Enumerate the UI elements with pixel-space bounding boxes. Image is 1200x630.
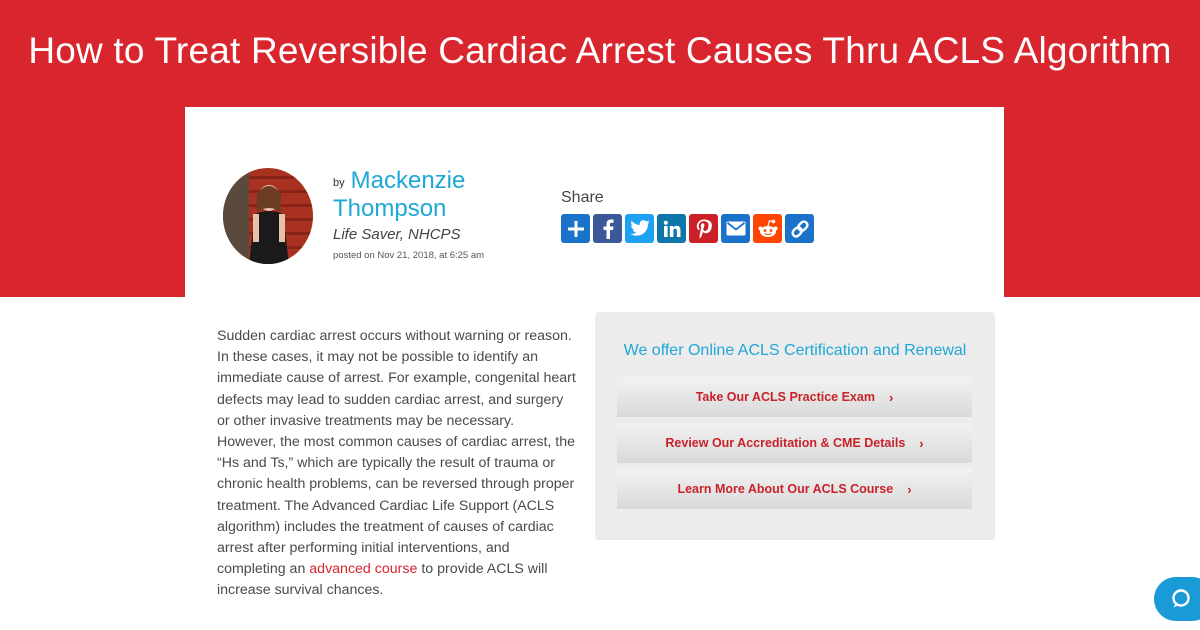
author-role: Life Saver, NHCPS <box>333 226 461 243</box>
email-icon[interactable] <box>721 214 750 243</box>
accreditation-label: Review Our Accreditation & CME Details <box>665 436 906 450</box>
acls-course-link[interactable] <box>617 469 972 509</box>
twitter-icon[interactable] <box>625 214 654 243</box>
advanced-course-link[interactable]: advanced course <box>309 561 418 578</box>
chevron-right-icon: › <box>888 389 894 405</box>
facebook-icon[interactable] <box>593 214 622 243</box>
copy-link-icon[interactable] <box>785 214 814 243</box>
practice-exam-link[interactable] <box>617 377 972 417</box>
chevron-right-icon: › <box>907 481 912 497</box>
share-label: Share <box>561 189 604 206</box>
accreditation-link[interactable] <box>617 423 972 463</box>
post-date: posted on Nov 21, 2018, at 6:25 am <box>333 250 485 261</box>
promo-box <box>595 312 995 540</box>
author-name-link[interactable]: Mackenzie Thompson <box>333 167 466 222</box>
author-byline <box>333 167 533 223</box>
chevron-right-icon: › <box>919 435 924 451</box>
reddit-icon[interactable] <box>753 214 782 243</box>
author-info <box>333 167 533 261</box>
author-card <box>185 107 1004 297</box>
article-text-before: Sudden cardiac arrest occurs without warning or reason. In these cases, it may not be possible to identify an immediate cause of arrest. For example, congenital heart defects may lead to sudden cardiac arrest, and surgery or other invasive treatments may be necessary. However, the most common causes of cardiac arrest, the “Hs and Ts,” which are typically the result of trauma or chronic health problems, can be reversed through proper treatment. The Advanced Cardiac Life Support (ACLS algorithm) includes the treatment of causes of cardiac arrest after performing initial interventions, and completing an <box>217 328 576 578</box>
chat-button[interactable] <box>1154 577 1200 621</box>
acls-course-label: Learn More About Our ACLS Course <box>677 482 894 496</box>
practice-exam-label: Take Our ACLS Practice Exam <box>695 390 875 404</box>
by-prefix: by <box>333 177 345 189</box>
share-section <box>561 189 814 243</box>
plus-icon[interactable] <box>561 214 590 243</box>
page-title: How to Treat Reversible Cardiac Arrest Causes Thru ACLS Algorithm <box>28 30 1172 71</box>
chat-bubble-icon <box>1170 588 1192 610</box>
linkedin-icon[interactable] <box>657 214 686 243</box>
promo-title: We offer Online ACLS Certification and Renewal <box>623 342 967 359</box>
pinterest-icon[interactable] <box>689 214 718 243</box>
avatar[interactable] <box>223 168 313 264</box>
share-icons <box>561 214 814 243</box>
article-text-after: to provide ACLS will increase survival chances. <box>217 561 548 599</box>
article-body <box>217 326 577 602</box>
